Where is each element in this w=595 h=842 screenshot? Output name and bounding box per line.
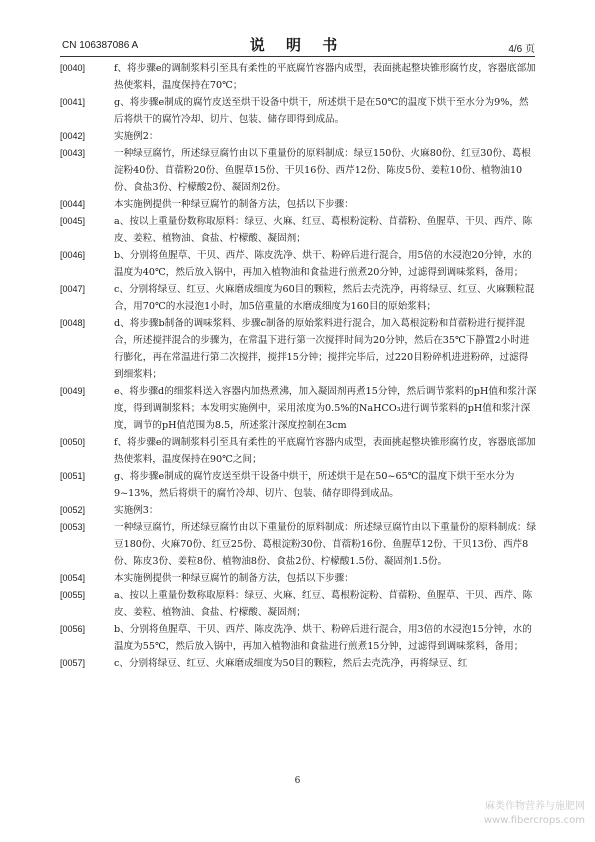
watermark-site-name: 麻类作物营养与施肥网 (485, 801, 585, 812)
paragraph-number: [0042] (60, 131, 86, 141)
paragraph-text: d、将步骤b制备的调味浆料、步骤c制备的原始浆料进行混合，加入葛根淀粉和苜蓿粉进行搅拌混合，所述搅拌混合的步骤为，在常温下进行第一次搅拌时间为20分钟，然后在35℃下静置2小时进行膨化，再在常温进行第二次搅拌，搅拌15分钟；搅拌完毕后，过220目粉碎机进进粉碎，过滤得到细浆料； (114, 318, 530, 380)
paragraph-text: c、分别将绿豆、红豆、火麻磨成细度为50目的颗粒，然后去壳洗净，再将绿豆、红 (114, 658, 468, 669)
paragraph-0046 (60, 247, 537, 281)
paragraph-0054 (60, 570, 537, 587)
paragraph-number: [0055] (60, 590, 86, 600)
document-body (60, 60, 537, 752)
paragraph-text: g、将步骤e制成的腐竹皮送至烘干设备中烘干，所述烘干是在50℃的温度下烘干至水分为9%，然后将烘干的腐竹冷却、切片、包装、储存即得到成品。 (114, 97, 529, 125)
page-header (60, 34, 535, 54)
paragraph-number: [0053] (60, 522, 86, 532)
site-watermark (484, 800, 585, 828)
paragraph-number: [0052] (60, 505, 86, 515)
paragraph-0048 (60, 315, 537, 383)
paragraph-number: [0054] (60, 573, 86, 583)
paragraph-0043 (60, 145, 537, 196)
paragraph-number: [0051] (60, 471, 86, 481)
paragraph-number: [0040] (60, 63, 86, 73)
paragraph-text: 本实施例提供一种绿豆腐竹的制备方法，包括以下步骤： (114, 573, 354, 584)
paragraph-0052 (60, 502, 537, 519)
paragraph-text: 本实施例提供一种绿豆腐竹的制备方法，包括以下步骤： (114, 199, 354, 210)
paragraph-0042 (60, 128, 537, 145)
paragraph-0049 (60, 383, 537, 434)
paragraph-0056 (60, 621, 537, 655)
paragraph-0044 (60, 196, 537, 213)
paragraph-text: f、将步骤e的调制浆料引至具有柔性的平底腐竹容器内成型，表面挑起整块锥形腐竹皮，容器底部加热使浆料，温度保持在70℃； (114, 63, 536, 91)
page-ratio: 4/6 页 (508, 44, 535, 55)
paragraph-0047 (60, 281, 537, 315)
paragraph-0040 (60, 60, 537, 94)
page-number: 6 (294, 776, 301, 786)
paragraph-number: [0057] (60, 658, 86, 668)
paragraph-text: 实施例3： (114, 505, 159, 516)
paragraph-number: [0049] (60, 386, 86, 396)
paragraph-number: [0041] (60, 97, 86, 107)
paragraph-text: e、将步骤d的细浆料送入容器内加热煮沸，加入凝固剂再煮15分钟，然后调节浆料的pH值和浆汁深度，得到调制浆料；本发明实施例中，采用浓度为0.5%的NaHCO₃进行调节浆料的pH值和浆汁深度，调节的pH值范围为8.5，所述浆汁深度控制在3cm (114, 386, 537, 431)
paragraph-text: 一种绿豆腐竹，所述绿豆腐竹由以下重量份的原料制成：绿豆150份、火麻80份、红豆30份、葛根淀粉40份、苜蓿粉20份、鱼腥草15份、干贝16份、西芹12份、陈皮5份、姜粒10份、植物油10份、食盐3份、柠檬酸2份、凝固剂2份。 (114, 148, 531, 193)
paragraph-0050 (60, 434, 537, 468)
paragraph-number: [0048] (60, 318, 86, 328)
paragraph-0053 (60, 519, 537, 570)
paragraph-number: [0045] (60, 216, 86, 226)
paragraph-number: [0043] (60, 148, 86, 158)
paragraph-text: a、按以上重量份数称取原料：绿豆、火麻、红豆、葛根粉淀粉、苜蓿粉、鱼腥草、干贝、西芹、陈皮、姜粒、植物油、食盐、柠檬酸、凝固剂； (114, 216, 533, 244)
paragraph-text: g、将步骤e制成的腐竹皮送至烘干设备中烘干，所述烘干是在50~65℃的温度下烘干至水分为9~13%，然后将烘干的腐竹冷却、切片、包装、储存即得到成品。 (114, 471, 515, 499)
paragraph-text: a、按以上重量份数称取原料：绿豆、火麻、红豆、葛根粉淀粉、苜蓿粉、鱼腥草、干贝、西芹、陈皮、姜粒、植物油、食盐、柠檬酸、凝固剂； (114, 590, 533, 618)
paragraph-text: 一种绿豆腐竹，所述绿豆腐竹由以下重量份的原料制成：所述绿豆腐竹由以下重量份的原料制成：绿豆180份、火麻70份、红豆25份、葛根淀粉30份、苜蓿粉16份、鱼腥草12份、干贝13份、西芹8份、陈皮3份、姜粒8份、植物油8份、食盐2份、柠檬酸1.5份、凝固剂1.5份。 (114, 522, 537, 567)
watermark-url: www.fibercrops.com (483, 815, 585, 826)
paragraph-0051 (60, 468, 537, 502)
patent-number: CN 106387086 A (62, 40, 139, 51)
paragraph-number: [0046] (60, 250, 86, 260)
header-rule (60, 56, 535, 57)
paragraph-text: f、将步骤e的调制浆料引至具有柔性的平底腐竹容器内成型，表面挑起整块锥形腐竹皮，容器底部加热使浆料，温度保持在90℃之间； (114, 437, 536, 465)
paragraph-text: c、分别将绿豆、红豆、火麻磨成细度为60目的颗粒，然后去壳洗净，再将绿豆、红豆、火麻颗粒混合，用70℃的水浸泡1小时，加5倍重量的水磨成细度为160目的原始浆料； (114, 284, 535, 312)
paragraph-0055 (60, 587, 537, 621)
paragraph-0045 (60, 213, 537, 247)
paragraph-text: b、分别将鱼腥草、干贝、西芹、陈皮洗净、烘干、粉碎后进行混合，用3倍的水浸泡15分钟，水的温度为55℃，然后放入锅中，再加入植物油和食盐进行煎煮15分钟，过滤得到调味浆料，备用； (114, 624, 532, 652)
paragraph-number: [0047] (60, 284, 86, 294)
paragraph-text: b、分别将鱼腥草、干贝、西芹、陈皮洗净、烘干、粉碎后进行混合，用5倍的水浸泡20分钟，水的温度为40℃，然后放入锅中，再加入植物油和食盐进行煎煮20分钟，过滤得到调味浆料，备用； (114, 250, 532, 278)
paragraph-0057 (60, 655, 537, 672)
paragraph-text: 实施例2： (114, 131, 159, 142)
paragraph-number: [0050] (60, 437, 86, 447)
paragraph-number: [0056] (60, 624, 86, 634)
paragraph-number: [0044] (60, 199, 86, 209)
paragraph-0041 (60, 94, 537, 128)
document-title: 说 明 书 (249, 36, 346, 54)
